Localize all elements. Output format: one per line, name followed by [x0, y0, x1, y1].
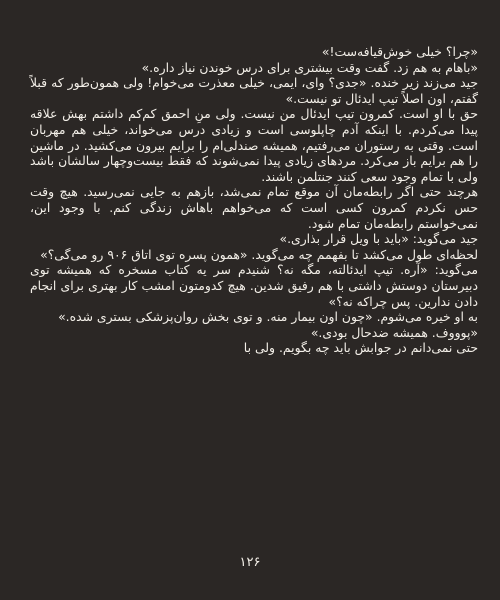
body-text: [30, 44, 478, 356]
paragraph: هرچند حتی اگر رابطه‌مان آن موقع تمام نمی‌شد، بازهم به جایی نمی‌رسید. هیچ وقت حس نکردم کمرون کسی است که می‌خواهم باهاش زندگی کنم. با وجود این، نمی‌خواستم رابطه‌مان تمام شود.: [30, 184, 478, 231]
paragraph: «باهام به هم زد. گفت وقت بیشتری برای درس خوندن نیاز داره.»: [141, 59, 478, 75]
paragraph: حتی نمی‌دانم در جوابش باید چه بگویم. ولی با: [243, 340, 478, 356]
paragraph: «پوووف. همیشه ضدحال بودی.»: [310, 324, 478, 340]
paragraph: جید می‌زند زیر خنده. «جدی؟ وای، ایمی، خیلی معذرت می‌خوام! ولی همون‌طور که قبلاً گفتم، اون اصلاً تیپ ایدئال تو نیست.»: [30, 75, 478, 106]
paragraph: حق با او است. کمرون تیپ ایدئال من نیست. ولی منِ احمق کم‌کم داشتم بهش علاقه پیدا می‌کردم. با اینکه آدم چاپلوسی است و زیادی درس می‌خواند، خیلی هم مهربان است. وقتی به رستوران می‌رفتیم، همیشه صندلی‌ام را برایم بیرون می‌کشید. در ماشین را هم برایم باز می‌کرد. مردهای زیادی پیدا نمی‌شوند که فقط بیست‌وچهار سالشان باشد ولی با تمام وجود سعی کنند جنتلمن باشند.: [30, 106, 478, 184]
paragraph: به او خیره می‌شوم. «چون اون بیمار منه. و توی بخش روان‌پزشکی بستری شده.»: [58, 309, 478, 325]
paragraph: «چرا؟ خیلی خوش‌قیافه‌ست!»: [321, 44, 478, 59]
paragraph: می‌گوید: «آره. تیپ ایدئالته، مگه نه؟ شنیدم سر یه کتاب مسخره که همیشه توی دبیرستان دوستش داشتی با هم رفیق شدین. هیچ کدومتون امشب کار بهتری برای انجام دادن ندارین. پس چراکه نه؟»: [30, 262, 478, 309]
page-number: ۱۲۶: [239, 555, 261, 570]
paragraph: لحظه‌ای طول می‌کشد تا بفهمم چه می‌گوید. «همون پسره توی اتاق ۹۰۶ رو می‌گی؟»: [40, 246, 478, 262]
paragraph: جید می‌گوید: «باید با ویل قرار بذاری.»: [279, 231, 478, 247]
